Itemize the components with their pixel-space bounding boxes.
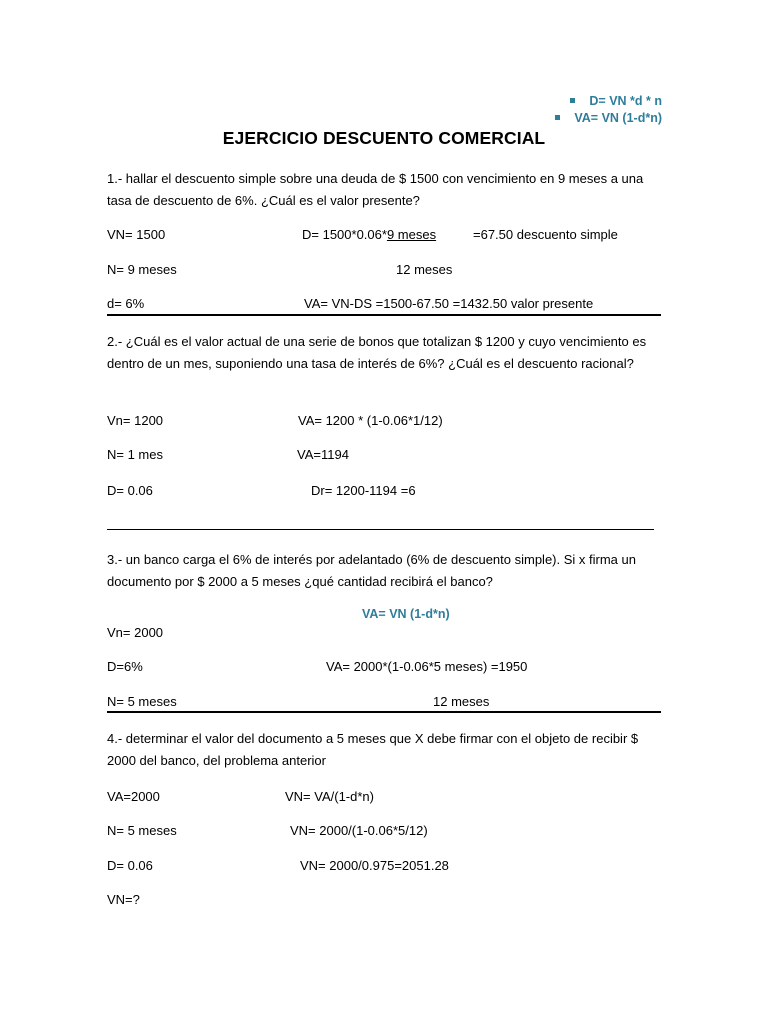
problem-2-question: 2.- ¿Cuál es el valor actual de una serie de bonos que totalizan $ 1200 y cuyo vencimiento es dentro de un mes, suponiendo una tasa de interés de 6%? ¿Cuál es el descuento racional? <box>107 334 647 371</box>
problem-3-question: 3.- un banco carga el 6% de interés por adelantado (6% de descuento simple). Si x firma un documento por $ 2000 a 5 meses ¿qué cantidad recibirá el banco? <box>107 552 636 589</box>
p2-vn: Vn= 1200 <box>107 413 164 428</box>
formula-box <box>555 93 662 127</box>
p4-vn-result: VN= 2000/0.975=2051.28 <box>300 858 449 873</box>
p4-vn-substitution: VN= 2000/(1-0.06*5/12) <box>290 823 428 838</box>
p2-va-formula: VA= 1200 * (1-0.06*1/12) <box>298 413 443 428</box>
p3-formula: VA= VN (1-d*n) <box>362 607 450 621</box>
p3-vn: Vn= 2000 <box>107 625 164 640</box>
p3-va: VA= 2000*(1-0.06*5 meses) =1950 <box>326 659 528 674</box>
problem-4-question: 4.- determinar el valor del documento a 5 meses que X debe firmar con el objeto de recibir $ 2000 del banco, del problema anterior <box>107 731 639 768</box>
formula-discount-text: D= VN *d * n <box>589 94 662 108</box>
problem-1-question: 1.- hallar el descuento simple sobre una deuda de $ 1500 con vencimiento en 9 meses a una tasa de descuento de 6%. ¿Cuál es el valor presente? <box>107 171 644 208</box>
p3-n: N= 5 meses <box>107 694 177 709</box>
p1-fraction-denominator: 12 meses <box>396 262 453 277</box>
p1-vn: VN= 1500 <box>107 227 166 242</box>
p1-d-formula <box>302 227 436 242</box>
page-title: EJERCICIO DESCUENTO COMERCIAL <box>222 128 546 148</box>
p1-d-result: =67.50 descuento simple <box>473 227 618 242</box>
divider <box>107 314 661 316</box>
p1-va: VA= VN-DS =1500-67.50 =1432.50 valor presente <box>304 296 594 311</box>
p4-vn-formula: VN= VA/(1-d*n) <box>285 789 374 804</box>
p2-dr: Dr= 1200-1194 =6 <box>311 483 416 498</box>
p2-va-result: VA=1194 <box>297 447 349 462</box>
p1-d-formula-prefix: D= 1500*0.06* <box>302 227 387 242</box>
p3-d: D=6% <box>107 659 143 674</box>
p2-n: N= 1 mes <box>107 447 163 462</box>
p3-fraction-denominator: 12 meses <box>433 694 490 709</box>
p2-d: D= 0.06 <box>107 483 153 498</box>
p4-va: VA=2000 <box>107 789 160 804</box>
divider <box>107 529 654 530</box>
bullet-icon <box>555 115 560 120</box>
p4-n: N= 5 meses <box>107 823 177 838</box>
formula-discount <box>555 93 662 110</box>
bullet-icon <box>570 98 575 103</box>
formula-present-value-text: VA= VN (1-d*n) <box>574 111 662 125</box>
p1-n: N= 9 meses <box>107 262 177 277</box>
p4-d: D= 0.06 <box>107 858 153 873</box>
p1-d-rate: d= 6% <box>107 296 145 311</box>
formula-present-value <box>555 110 662 127</box>
divider <box>107 711 661 713</box>
p4-vn-unknown: VN=? <box>107 892 140 907</box>
p1-d-formula-numerator: 9 meses <box>386 227 437 242</box>
